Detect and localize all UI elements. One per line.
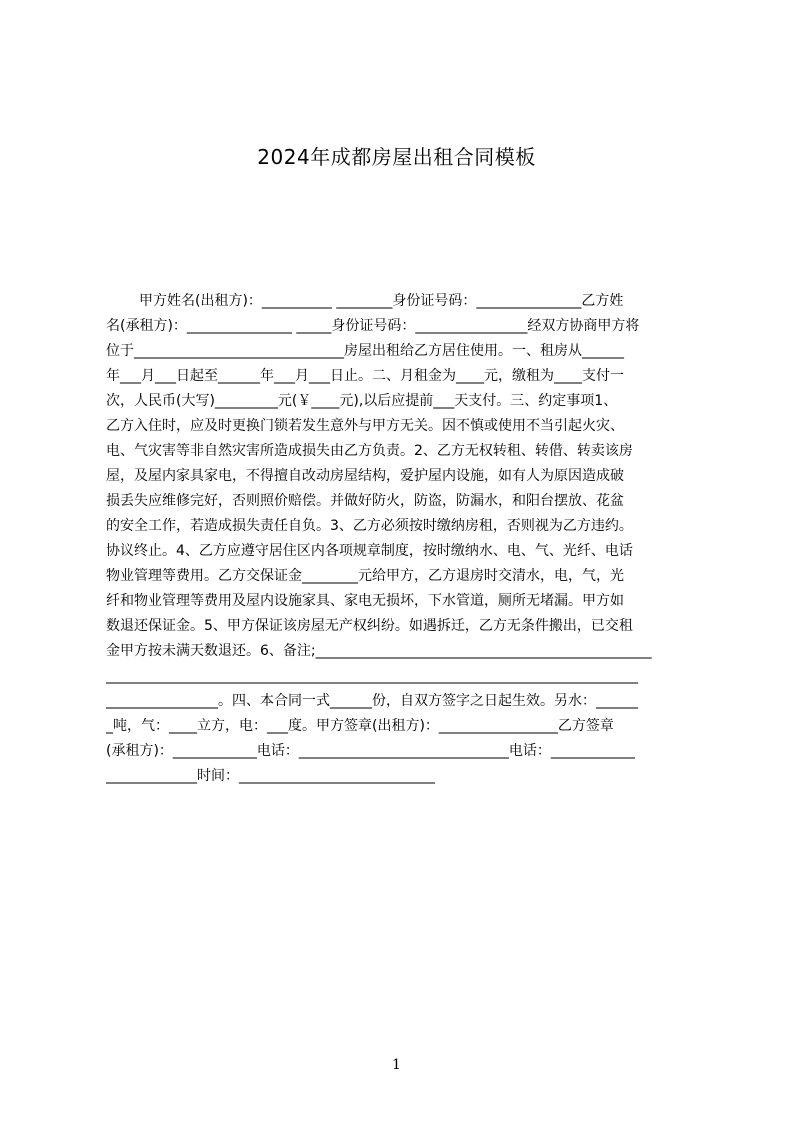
body-line: 年___月___日起至______年___月___日止。二、月租金为____元，缴租为____支付一 — [106, 368, 624, 384]
body-line: 屋，及屋内家具家电，不得擅自改动房屋结构，爱护屋内设施，如有人为原因造成破 — [106, 468, 624, 484]
page-number: 1 — [392, 1057, 401, 1073]
body-line: 的安全工作，若造成损失责任自负。3、乙方必须按时缴纳房租，否则视为乙方违约。 — [106, 518, 633, 534]
body-line: 位于______________________________房屋出租给乙方居住使用。一、租房从______ — [106, 343, 624, 359]
body-line: ____________________________________________________________________________ — [106, 668, 638, 684]
body-line: 次，人民币(大写)_________元(￥____元),以后应提前___天支付。三、约定事项1、 — [106, 393, 618, 409]
contract-body — [106, 289, 696, 789]
body-line: ________________。四、本合同一式______份，自双方签字之日起生效。另水：______ — [106, 693, 638, 709]
body-line: 物业管理等费用。乙方交保证金________元给甲方，乙方退房时交清水，电，气，光 — [106, 568, 624, 584]
body-line: 名(承租方)：_______________ _____身份证号码：________________经双方协商甲方将 — [106, 318, 640, 334]
document-title: 2024年成都房屋出租合同模板 — [257, 145, 536, 169]
body-line: 损丢失应维修完好，否则照价赔偿。并做好防火，防盗，防漏水，和阳台摆放、花盆 — [106, 493, 624, 509]
body-line: 纤和物业管理等费用及屋内设施家具、家电无损坏，下水管道，厕所无堵漏。甲方如 — [106, 593, 624, 609]
body-line: _____________时间：____________________________ — [106, 768, 435, 784]
body-line: _吨，气：____立方，电：___度。甲方签章(出租方)：_________________乙方签章 — [106, 718, 614, 734]
body-line: 电、气灾害等非自然灾害所造成损失由乙方负责。2、乙方无权转租、转借、转卖该房 — [106, 443, 633, 459]
body-line: 数退还保证金。5、甲方保证该房屋无产权纠纷。如遇拆迁，乙方无条件搬出，已交租 — [106, 618, 633, 634]
body-line: 甲方姓名(出租方)：__________ ________身份证号码：_______________乙方姓 — [139, 293, 624, 309]
body-line: (承租方)：____________电话：______________________________电话：____________ — [106, 743, 635, 759]
body-line: 乙方入住时，应及时更换门锁若发生意外与甲方无关。因不慎或使用不当引起火灾、 — [106, 418, 624, 434]
body-line: 协议终止。4、乙方应遵守居住区内各项规章制度，按时缴纳水、电、气、光纤、电话 — [106, 543, 633, 559]
body-line: 金甲方按未满天数退还。6、备注;________________________________________________ — [106, 643, 652, 659]
